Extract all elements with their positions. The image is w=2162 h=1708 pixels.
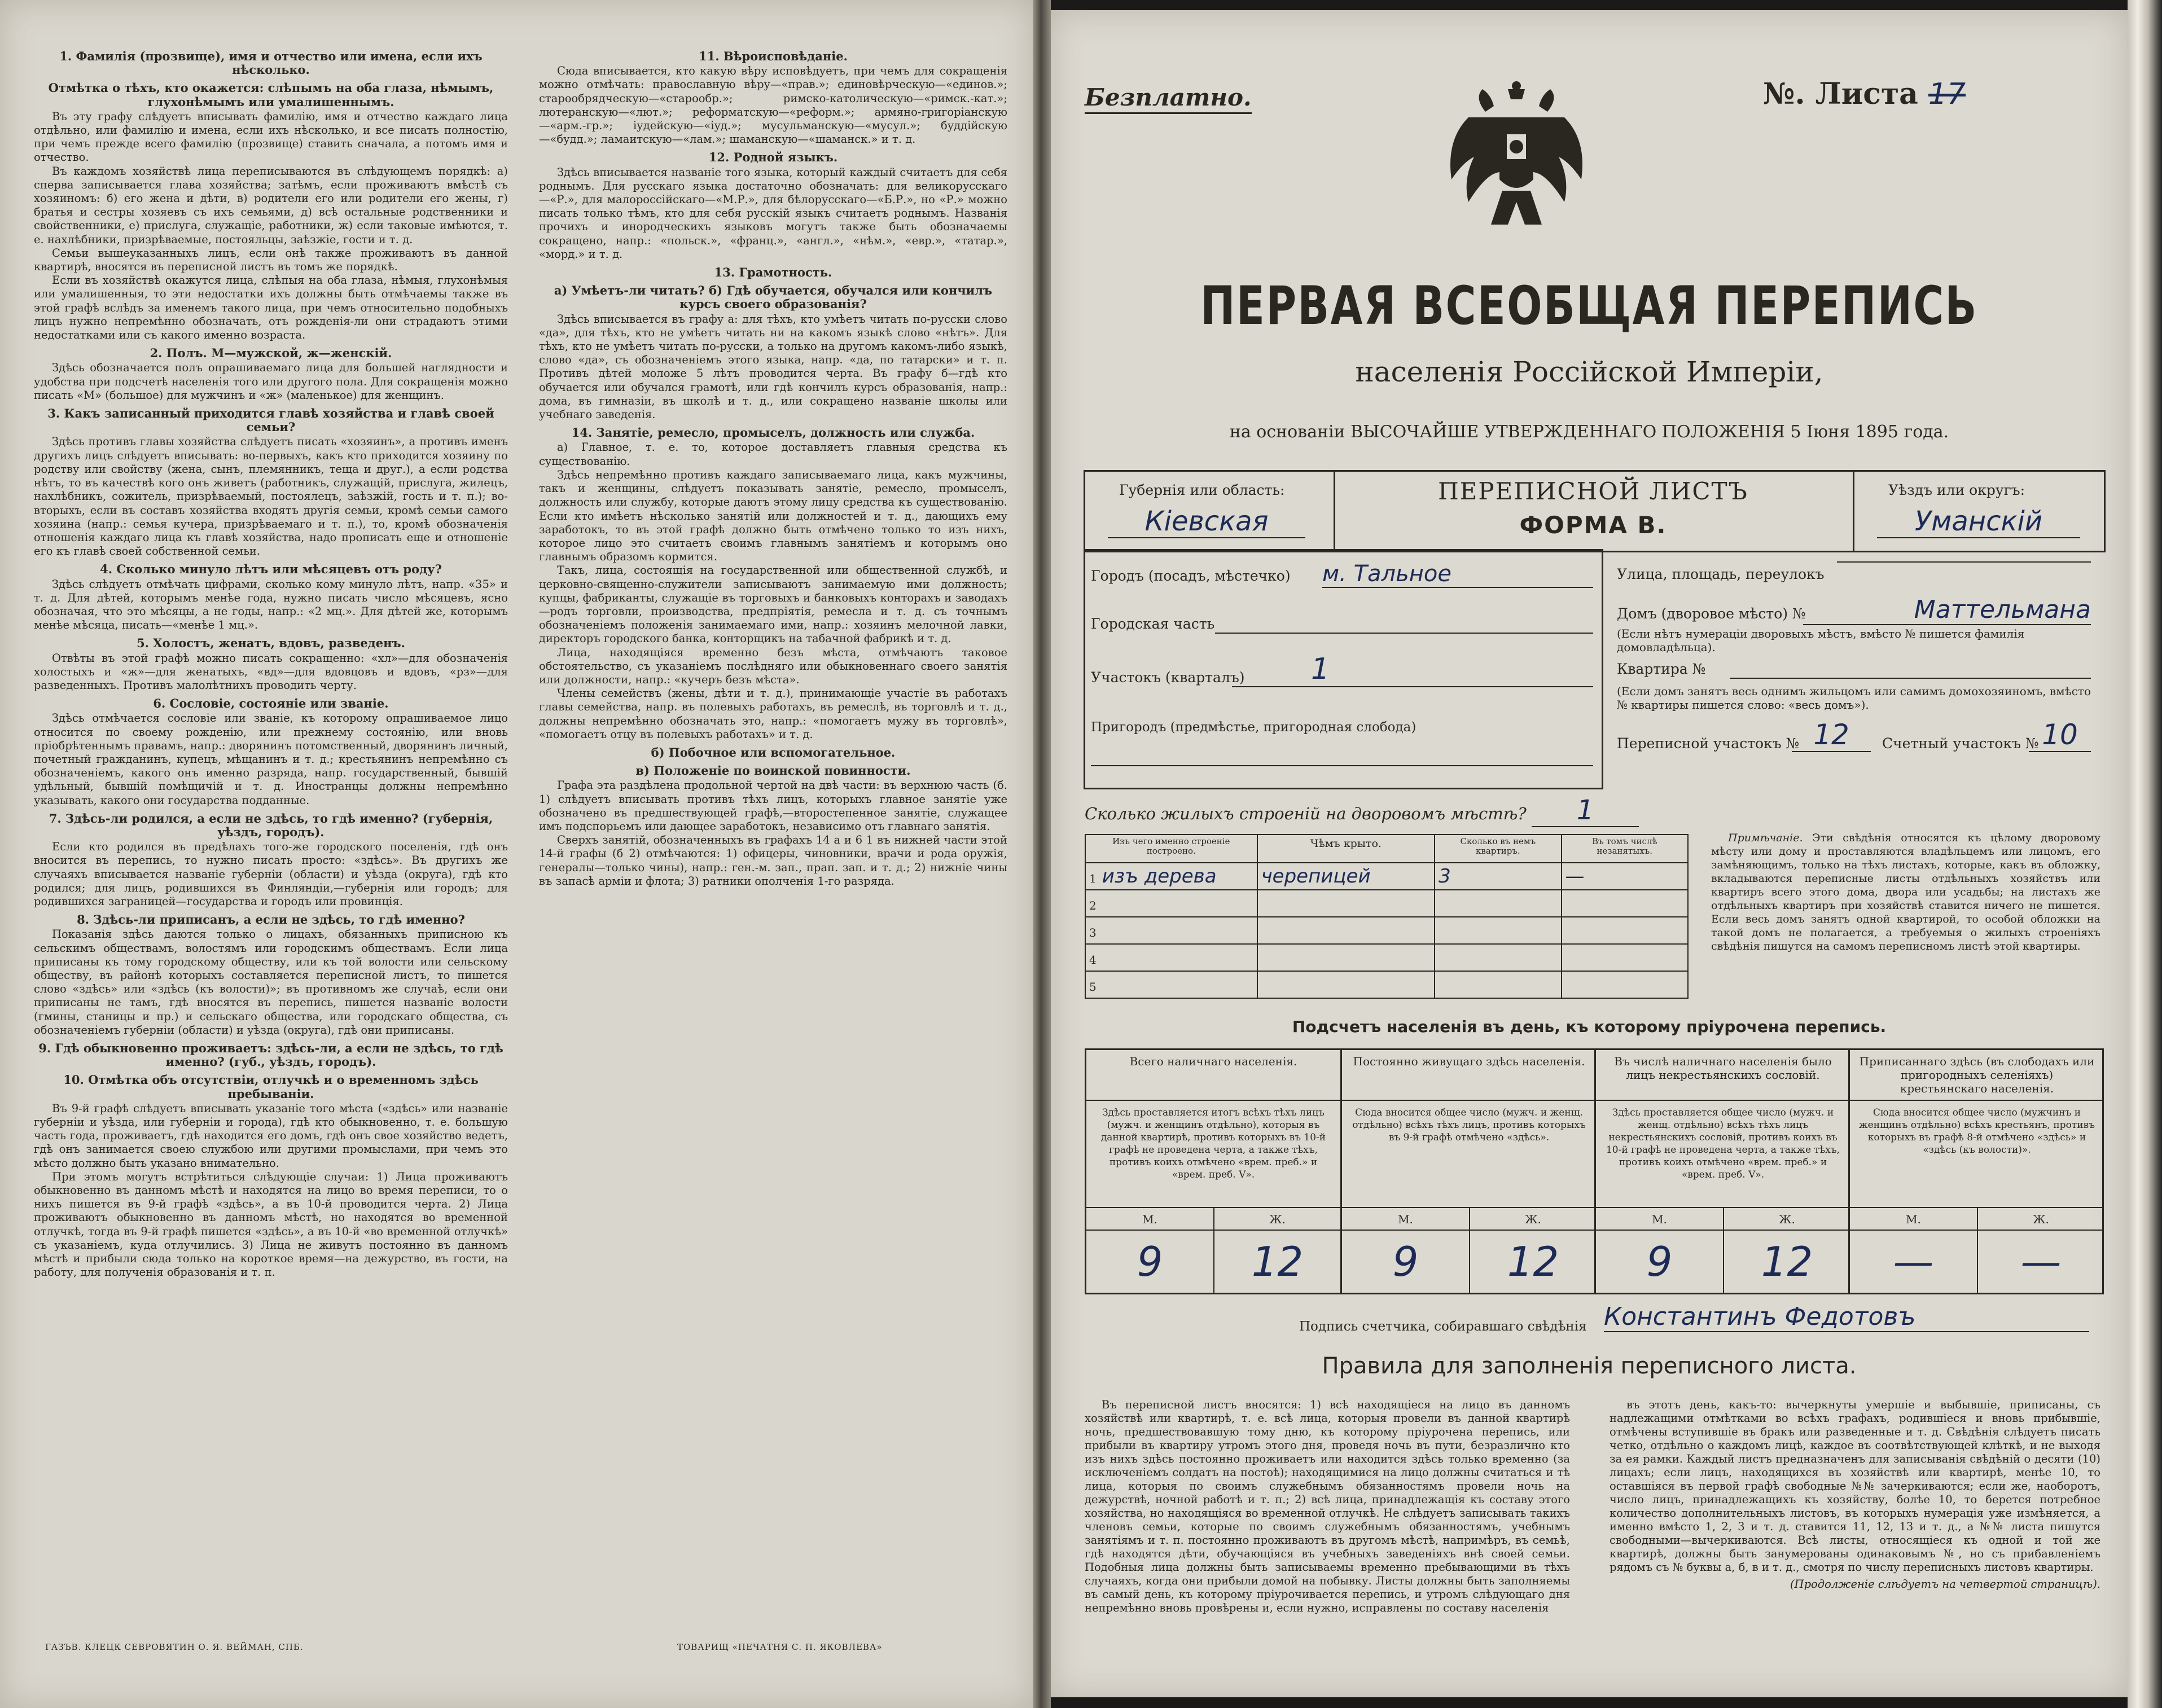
signature-row — [1299, 1319, 1587, 1334]
buildings-note-text: Эти свѣдѣнія относятся къ цѣлому дворовому мѣсту или дому и проставляются владѣльцемъ или лицомъ, его замѣняющимъ, только на тѣхъ листахъ, которые, какъ въ обложку, вкладываются переписные листы отдѣльныхъ хозяйствъ или квартиръ всего этого дома, двора или усадьбы; на листахъ же отдѣльныхъ квартиръ при хозяйствѣ ставится ничего не пишется. Если весь домъ занятъ одной квартирой, то особой обложки на такой домъ не полагается, а требуемыя о жилыхъ строеніяхъ свѣдѣнія пишутся на самомъ переписномъ листѣ этой квартиры. — [1711, 832, 2101, 952]
location-box — [1084, 549, 1603, 789]
left-col2-paragraph: Здѣсь вписывается въ графу а: для тѣхъ, кто умѣетъ читать по-русски слово «да», для тѣхъ, кто не умѣетъ читать ни на какомъ языкѣ слово «нѣтъ». Для тѣхъ, кто не умѣетъ читать по-русски, а только на другомъ какомъ-либо языкѣ, слово «да», съ обозначеніемъ этого языка, напр. «да, по татарски» и т. п. Противъ дѣтей моложе 5 лѣтъ проводится черта. Въ графу б—гдѣ кто обучается или обучался грамотѣ, или гдѣ кончилъ курсъ образованія, напр.: дома, въ гимназіи, въ школѣ и т. д., или сокращено названіе школы или учебнаго заведенія. — [539, 312, 1007, 421]
totals-column-header: Въ числѣ наличнаго населенія было лицъ некрестьянскихъ сословій. — [1596, 1050, 1850, 1101]
totals-sex-label: М. — [1596, 1208, 1723, 1231]
buildings-row-number: 3 — [1089, 926, 1097, 939]
buildings-cell-roof — [1257, 944, 1435, 971]
buildings-note-label: Примѣчаніе. — [1728, 832, 1803, 844]
totals-column-description: Здѣсь проставляется общее число (мужч. и женщ. отдѣльно) всѣхъ тѣхъ лицъ некрестьянскихъ сословій, противъ коихъ въ 10-й графѣ не проведена черта, а также тѣхъ, противъ коихъ отмѣчено «врем. преб.» и «врем. преб. V». — [1596, 1101, 1850, 1208]
buildings-cell-material — [1085, 971, 1257, 998]
totals-sex-label: Ж. — [1469, 1208, 1596, 1231]
left-col1-heading: 8. Здѣсь-ли приписанъ, а если не здѣсь, то гдѣ именно? — [77, 912, 465, 927]
left-col1-paragraph: При этомъ могутъ встрѣтиться слѣдующіе случаи: 1) Лица проживаютъ обыкновенно въ данномъ мѣстѣ и находятся на лицо во время переписи, то о нихъ пишется въ 9-й графѣ «здѣсь», а въ 10-й проводится черта. 2) Лица проживаютъ обыкновенно въ данномъ мѣстѣ, но находятся во временной отлучкѣ, тогда въ 9-й графѣ пишется «здѣсь», а въ 10-й «во временной отлучкѣ» съ указаніемъ, куда отлучились. 3) Лица не живутъ постоянно въ данномъ мѣстѣ и прибыли сюда только на короткое время—на дежурство, въ гости, на работу, для полученія образованія и т. п. — [34, 1170, 508, 1279]
buildings-cell-roof — [1257, 890, 1435, 917]
totals-column-header: Постоянно живущаго здѣсь населенія. — [1342, 1050, 1596, 1101]
totals-sex-value: 9 — [1646, 1238, 1673, 1285]
flat-note: (Если домъ занятъ весь однимъ жильцомъ или самимъ домохозяиномъ, вмѣсто № квартиры пишется слово: «весь домъ»). — [1617, 684, 2091, 712]
province-label: Губернія или область: — [1119, 482, 1285, 498]
totals-sex-label: Ж. — [1213, 1208, 1340, 1231]
left-col2-paragraph: а) Главное, т. е. то, которое доставляетъ главныя средства къ существованію. — [539, 441, 1007, 468]
left-instructions-column-2 — [539, 45, 1007, 888]
totals-column — [1594, 1050, 1848, 1293]
stacked-sheets-edge — [2128, 0, 2162, 1708]
census-section-label: Переписной участокъ № — [1617, 735, 1800, 752]
sheet-number-label: №. Листа — [1763, 77, 1918, 111]
buildings-cell-vacant — [1562, 917, 1688, 944]
totals-sex-value: 9 — [1392, 1238, 1419, 1285]
buildings-cell-vacant — [1562, 863, 1688, 890]
counting-section-value: 10 — [2029, 718, 2091, 752]
left-col1-heading: 5. Холостъ, женатъ, вдовъ, разведенъ. — [137, 636, 405, 651]
flat-label: Квартира № — [1617, 661, 1706, 677]
double-headed-eagle-emblem — [1446, 78, 1587, 242]
buildings-row — [1085, 917, 1688, 944]
buildings-row — [1085, 944, 1688, 971]
left-page-instructions — [0, 0, 1033, 1708]
page-fold — [1033, 0, 1051, 1708]
town-part-label: Городская часть — [1091, 616, 1215, 632]
town-label: Городъ (посадъ, мѣстечко) — [1091, 568, 1291, 584]
buildings-cell-flats — [1435, 890, 1561, 917]
left-col1-heading: 1. Фамилія (прозвище), имя и отчество или имена, если ихъ нѣсколько. — [59, 49, 483, 77]
left-col1-paragraph: Здѣсь отмѣчается сословіе или званіе, къ которому опрашиваемое лицо относится по своему рожденію, или прежнему состоянію, или вновь пріобрѣтеннымъ правамъ, напр.: дворянинъ потомственный, дворянинъ личный, почетный гражданинъ, купецъ, мѣщанинъ и т. д.; крестьянинъ непремѣнно съ обозначеніемъ, какого онъ именно разряда, напр. государственный, бывшій удѣльный, бывшій помѣщичій и т. д. Иностранцы должны непремѣнно указывать, какого они государства подданные. — [34, 712, 508, 807]
left-col1-paragraph: Если кто родился въ предѣлахъ того-же городского поселенія, гдѣ онъ вносится въ перепись, то нужно писать просто: «здѣсь». Въ другихъ же случаяхъ вписывается названіе губерніи (области) и уѣзда (округа), гдѣ кто родился; для лицъ, родившихся въ Финляндіи,—губернія или городъ; для родившихся заграницей—государства и городъ или провинція. — [34, 840, 508, 908]
rules-continued: (Продолженіе слѣдуетъ на четвертой страницѣ). — [1790, 1578, 2100, 1591]
left-col2-heading: 14. Занятіе, ремесло, промыселъ, должность или служба. — [571, 425, 975, 440]
left-col1-paragraph: Здѣсь обозначается полъ опрашиваемаго лица для большей наглядности и удобства при подсчетѣ населенія того или другого пола. Для сокращенія можно писать «М» (большое) для мужчинъ и «ж» (маленькое) для женщинъ. — [34, 361, 508, 402]
buildings-cell-roof — [1257, 863, 1435, 890]
totals-table — [1085, 1048, 2104, 1294]
buildings-value: 1 — [1532, 794, 1639, 827]
buildings-cell-flats — [1435, 971, 1561, 998]
buildings-cell-material — [1085, 863, 1257, 890]
totals-sex-value: 12 — [1723, 1231, 1850, 1293]
left-instructions-column-1 — [34, 45, 508, 1279]
left-col1-heading: 4. Сколько минуло лѣтъ или мѣсяцевъ отъ роду? — [100, 562, 442, 577]
suburb-value — [1091, 765, 1593, 766]
left-col1-heading: 2. Полъ. М—мужской, ж—женскій. — [150, 346, 392, 361]
left-col1-paragraph: Семьи вышеуказанныхъ лицъ, если онѣ также проживаютъ въ данной квартирѣ, вносятся въ переписной листъ въ томъ же порядкѣ. — [34, 246, 508, 274]
left-col2-paragraph: Сюда вписывается, кто какую вѣру исповѣдуетъ, при чемъ для сокращенія можно отмѣчать: православную вѣру—«прав.»; единовѣрческую—«единов.»; старообрядческую—«старообр.»; римско-католическую—«римск.-кат.»; лютеранскую—«лют.»; реформатскую—«реформ.»; армяно-григоріанскую—«арм.-гр.»; іудейскую—«іуд.»; мусульманскую—«мусул.»; буддійскую—«будд.»; ламаитскую—«лам.»; шаманскую—«шаманск.» и т. д. — [539, 64, 1007, 146]
form-title: ПЕРЕПИСНОЙ ЛИСТЪ — [1438, 477, 1748, 505]
totals-column — [1086, 1050, 1340, 1293]
street-label: Улица, площадь, переулокъ — [1617, 566, 1825, 582]
buildings-cell-material — [1085, 944, 1257, 971]
left-col2-paragraph: Лица, находящіяся временно безъ мѣста, отмѣчаютъ таковое обстоятельство, съ указаніемъ послѣдняго или обыкновеннаго своего занятія или должности, напр.: «кучеръ безъ мѣста». — [539, 646, 1007, 686]
buildings-row-number: 4 — [1089, 953, 1097, 967]
buildings-col-material: Изъ чего именно строеніе построено. — [1085, 835, 1257, 863]
buildings-row — [1085, 971, 1688, 998]
census-title: ПЕРВАЯ ВСЕОБЩАЯ ПЕРЕПИСЬ — [1200, 275, 1978, 337]
buildings-cell-material — [1085, 890, 1257, 917]
totals-heading: Подсчетъ населенія въ день, къ которому пріурочена перепись. — [1292, 1017, 1887, 1036]
signature-value: Константинъ Федотовъ — [1604, 1302, 2089, 1332]
left-col1-paragraph: Въ 9-й графѣ слѣдуетъ вписывать указаніе того мѣста («здѣсь» или названіе губерніи и уѣзда, или губерніи и города), гдѣ кто обыкновенно, т. е. большую часть года, проживаетъ, гдѣ находится его домъ, гдѣ онъ свое хозяйство ведетъ, гдѣ онъ занимается своею службою или другими промыслами, при чемъ это мѣсто должно быть указано внимательно. — [34, 1101, 508, 1170]
left-col2-heading: б) Побочное или вспомогательное. — [651, 745, 896, 759]
buildings-cell-material — [1085, 917, 1257, 944]
right-page-census-form — [1051, 10, 2128, 1697]
left-col1-paragraph: Здѣсь слѣдуетъ отмѣчать цифрами, сколько кому минуло лѣтъ, напр. «35» и т. д. Для дѣтей, которымъ менѣе года, нужно писать число мѣсяцевъ, ясно обозначая, что это мѣсяцы, а не годы, напр.: «2 мц.». Для дѣтей же, которымъ менѣе мѣсяца, писать—«менѣе 1 мц.». — [34, 577, 508, 632]
buildings-col-roof: Чѣмъ крыто. — [1257, 835, 1435, 863]
buildings-row-number: 5 — [1089, 980, 1097, 994]
buildings-cell-value: изъ дерева — [1102, 865, 1217, 888]
left-col2-heading: 11. Вѣроисповѣданіе. — [699, 49, 848, 63]
house-label: Домъ (дворовое мѣсто) № — [1617, 605, 1806, 622]
left-col1-heading: Отмѣтка о тѣхъ, кто окажется: слѣпымъ на оба глаза, нѣмымъ, глухонѣмымъ или умалишеннымъ. — [48, 81, 494, 109]
totals-sex-value: 12 — [1469, 1231, 1596, 1293]
buildings-cell-vacant — [1562, 890, 1688, 917]
buildings-cell-value: черепицей — [1261, 865, 1371, 888]
rules-paragraph-2: въ этотъ день, какъ-то: вычеркнуты умершіе и выбывшіе, приписаны, съ надлежащими отмѣтками во всѣхъ графахъ, родившіеся и вновь прибывшіе, отмѣчены вступившіе въ бракъ или разведенные и т. д. Свѣдѣнія слѣдуетъ писать четко, отдѣльно о каждомъ лицѣ, каждое въ соотвѣтствующей клѣткѣ, и не выходя за ея рамки. Каждый листъ предназначенъ для записыванія свѣдѣній о десяти (10) лицахъ; если лицъ, находящихся въ хозяйствѣ или квартирѣ, менѣе 10, то оставшіяся въ первой графѣ свободные №№ зачеркиваются; если же, наоборотъ, число лицъ, принадлежащихъ къ хозяйству, болѣе 10, то берется потребное количество дополнительныхъ листовъ, въ которыхъ нумерація уже измѣняется, а именно вмѣсто 1, 2, 3 и т. д. ставится 11, 12, 13 и т. д., а №№ листа пишутся свободными—вычеркиваются. Всѣ листы, относящіеся къ одной и той же квартирѣ, должны быть занумерованы одинаковымъ №, но съ прибавленіемъ рядомъ съ № буквы а, б, в и т. д., смотря по числу переписныхъ листовъ квартиры. — [1610, 1398, 2100, 1574]
left-col1-paragraph: Отвѣты въ этой графѣ можно писать сокращенно: «хл»—для обозначенія холостыхъ и «ж»—для женатыхъ, «вд»—для вдовцовъ и вдовъ, «рз»—для разведенныхъ. Противъ малолѣтнихъ проводить черту. — [34, 651, 508, 692]
buildings-cell-vacant — [1562, 971, 1688, 998]
province-cell — [1085, 472, 1335, 551]
totals-sex-label: Ж. — [1977, 1208, 2104, 1231]
totals-sex-label: М. — [1850, 1208, 1977, 1231]
left-col2-heading: 12. Родной языкъ. — [708, 150, 838, 165]
street-value — [1837, 561, 2091, 563]
totals-sex-value: 12 — [1213, 1231, 1340, 1293]
left-col2-heading: а) Умѣетъ-ли читать? б) Гдѣ обучается, обучался или кончилъ курсъ своего образованія? — [554, 283, 993, 311]
buildings-note — [1711, 831, 2100, 953]
province-value: Кіевская — [1108, 506, 1305, 538]
district-value: Уманскій — [1877, 506, 2080, 538]
flat-value — [1730, 678, 2091, 679]
totals-column — [1848, 1050, 2102, 1293]
totals-column-header: Всего наличнаго населенія. — [1086, 1050, 1340, 1101]
house-value: Маттельмана — [1803, 595, 2091, 625]
free-label: Безплатно. — [1085, 84, 1252, 114]
section-value: 1 — [1232, 652, 1593, 687]
buildings-col-flats: Сколько въ немъ квартиръ. — [1435, 835, 1561, 863]
totals-sex-value: — — [1893, 1238, 1934, 1285]
district-cell — [1853, 472, 2106, 551]
left-col2-heading: в) Положеніе по воинской повинности. — [635, 763, 911, 778]
buildings-question-text: Сколько жилыхъ строеній на дворовомъ мѣстѣ? — [1085, 804, 1527, 823]
section-label: Участокъ (кварталъ) — [1091, 669, 1245, 686]
left-col1-heading: 10. Отмѣтка объ отсутствіи, отлучкѣ и о временномъ здѣсь пребываніи. — [63, 1073, 479, 1101]
totals-column-header: Приписаннаго здѣсь (въ слободахъ или пригородныхъ селеніяхъ) крестьянскаго населенія. — [1850, 1050, 2104, 1101]
totals-column-description: Здѣсь проставляется итогъ всѣхъ тѣхъ лицъ (мужч. и женщинъ отдѣльно), которыя въ данной квартирѣ, противъ которыхъ въ 10-й графѣ не проведена черта, а также тѣхъ, противъ коихъ отмѣчено «врем. преб.» и «врем. преб. V». — [1086, 1101, 1340, 1208]
buildings-cell-flats — [1435, 917, 1561, 944]
buildings-cell-roof — [1257, 917, 1435, 944]
form-title-cell — [1334, 472, 1853, 551]
address-box — [1600, 549, 2102, 786]
buildings-table-body — [1085, 863, 1688, 998]
buildings-cell-vacant — [1562, 944, 1688, 971]
buildings-table — [1085, 834, 1689, 999]
left-col1-heading: 3. Какъ записанный приходится главѣ хозяйства и главѣ своей семьи? — [47, 406, 494, 434]
house-note: (Если нѣтъ нумераціи дворовыхъ мѣстъ, вмѣсто № пишется фамилія домовладѣльца). — [1617, 627, 2025, 654]
town-value: м. Тальное — [1322, 561, 1593, 588]
census-subtitle: населенія Россійской Имперіи, — [1355, 355, 1823, 388]
buildings-cell-flats — [1435, 944, 1561, 971]
left-col2-paragraph: Здѣсь непремѣнно противъ каждаго записываемаго лица, какъ мужчины, такъ и женщины, слѣдуетъ показывать занятіе, ремесло, промыселъ, должность или службу, которые даютъ этому лицу средства къ существованію. Если кто имѣетъ нѣсколько занятій или должностей и т. д., дающихъ ему заработокъ, то въ этой графѣ должно быть отмѣчено только то изъ нихъ, которое лицо это считаетъ своимъ главнымъ занятіемъ и которымъ оно главнымъ образомъ кормится. — [539, 468, 1007, 564]
buildings-question — [1085, 794, 1639, 827]
buildings-cell-flats — [1435, 863, 1561, 890]
rules-paragraph-1: Въ переписной листъ вносятся: 1) всѣ находящіеся на лицо въ данномъ хозяйствѣ или квартирѣ, т. е. всѣ лица, которыя провели въ данной квартирѣ ночь, предшествовавшую тому дню, къ которому пріурочена перепись, или прибыли въ квартиру утромъ этого дня, проведя ночь въ пути, безразлично кто изъ нихъ здѣсь постоянно проживаетъ или находится здѣсь только временно (за исключеніемъ солдатъ на постоѣ); находящимися на лицо должны считаться и тѣ лица, которыя по своимъ служебнымъ обязанностямъ провели ночь на дежурствѣ, ночной работѣ и т. п.; 2) всѣ лица, принадлежащія къ составу этого хозяйства, но находящіяся во временной отлучкѣ. Не слѣдуетъ записывать такихъ членовъ семьи, которые по своимъ служебнымъ обязанностямъ, учебнымъ занятіямъ и т. п. постоянно проживаютъ въ другомъ мѣстѣ, напримѣръ, въ семьѣ, гдѣ находятся дѣти, обучающіяся въ учебныхъ заведеніяхъ внѣ своей семьи. Подобныя лица должны быть записываемы временно пребывающими въ тѣхъ случаяхъ, когда они прибыли домой на побывку. Листы должны быть заполняемы въ самый день, къ которому пріурочивается перепись, и утромъ слѣдующаго дня непремѣнно вновь провѣрены и, если нужно, исправлены по составу населенія — [1085, 1398, 1570, 1614]
form-header-box — [1084, 470, 2106, 552]
suburb-label: Пригородъ (предмѣстье, пригородная слобода) — [1091, 720, 1417, 735]
left-col1-paragraph: Если въ хозяйствѣ окажутся лица, слѣпыя на оба глаза, нѣмыя, глухонѣмыя или умалишенныя, то эти недостатки ихъ должны быть отмѣчаемы также въ этой графѣ вслѣдъ за именемъ такого лица, при чемъ относительно подобныхъ лицъ нужно непремѣнно обозначать, отъ рожденія-ли они страдаютъ этими недостатками или съ какого именно возраста. — [34, 274, 508, 342]
left-col1-heading: 7. Здѣсь-ли родился, а если не здѣсь, то гдѣ именно? (губернія, уѣздъ, городъ). — [49, 811, 493, 839]
rules-heading: Правила для заполненія переписного листа. — [1322, 1353, 1857, 1379]
buildings-cell-roof — [1257, 971, 1435, 998]
left-col2-paragraph: Члены семействъ (жены, дѣти и т. д.), принимающіе участіе въ работахъ главы семейства, напр. въ полевыхъ работахъ, въ ремеслѣ, въ торговлѣ и т. д., должны непремѣнно обозначать это, напр.: «помогаетъ мужу въ торговлѣ», «помогаетъ отцу въ полевыхъ работахъ» и т. д. — [539, 687, 1007, 741]
totals-column-description: Сюда вносится общее число (мужч. и женщ. отдѣльно) всѣхъ тѣхъ лицъ, противъ которыхъ въ 9-й графѣ отмѣчено «здѣсь». — [1342, 1101, 1596, 1208]
sheet-number-value: 17 — [1928, 77, 1966, 111]
buildings-row-number: 1 — [1089, 872, 1097, 885]
left-col1-paragraph: Здѣсь противъ главы хозяйства слѣдуетъ писать «хозяинъ», а противъ именъ другихъ лицъ слѣдуетъ вписывать: во-первыхъ, какъ кто приходится хозяину по родству или свойству (жена, сынъ, племянникъ, теща и друг.), а если родства нѣтъ, то въ качествѣ кого онъ живетъ (работникъ, служащій, прислуга, жилецъ, нахлѣбникъ, сожитель, призрѣваемый, постоялецъ, заѣзжій, гость и т. п.); во-вторыхъ, если въ составъ хозяйства входятъ другія семьи, кромѣ семьи самого хозяина (напр.: семья кучера, призрѣваемаго и т. п.), то, кромѣ обозначенія отношенія каждаго лица къ главѣ хозяйства, надо прописать еще и отношеніе его къ главѣ своей собственной семьи. — [34, 435, 508, 558]
totals-sex-label: Ж. — [1723, 1208, 1850, 1231]
left-col1-heading: 9. Гдѣ обыкновенно проживаетъ: здѣсь-ли, а если не здѣсь, то гдѣ именно? (губ., уѣздъ, городъ). — [38, 1041, 503, 1069]
left-col1-paragraph: Въ эту графу слѣдуетъ вписывать фамилію, имя и отчество каждаго лица отдѣльно, или фамилію и имена, если ихъ нѣсколько, и все писать полностію, при чемъ прежде всего фамилію (прозвище) ставить сначала, а потомъ имя и отчество. — [34, 109, 508, 164]
totals-sex-value: — — [1977, 1231, 2104, 1293]
left-col2-paragraph: Такъ, лица, состоящія на государственной или общественной службѣ, и церковно-священно-служители записываютъ занимаемую ими должность; купцы, фабриканты, служащіе въ торговыхъ и банковыхъ конторахъ и заводахъ—родъ торговли, производства, предпріятія, ремесла и т. д. съ точнымъ обозначеніемъ положенія занимаемаго ими, напр.: хозяинъ мелочной лавки, директоръ городского банка, конторщикъ на табачной фабрикѣ и т. д. — [539, 564, 1007, 646]
totals-column-description: Сюда вносится общее число (мужчинъ и женщинъ отдѣльно) всѣхъ крестьянъ, противъ которыхъ въ графѣ 8-й отмѣчено «здѣсь» и «здѣсь (къ волости)». — [1850, 1101, 2104, 1208]
left-col1-paragraph: Въ каждомъ хозяйствѣ лица переписываются въ слѣдующемъ порядкѣ: а) сперва записывается глава хозяйства; затѣмъ, если проживаютъ вмѣстѣ съ хозяиномъ: б) его жена и дѣти, в) родители его или родители его жены, г) братья и сестры хозяевъ съ ихъ семьями, д) всѣ остальные родственники и свойственники, е) прислуга, служащіе, работники, ж) если таковые имѣются, т. е. нахлѣбники, призрѣваемые, постояльцы, заѣзжіе, гости и т. д. — [34, 164, 508, 246]
sheet-number — [1763, 77, 1966, 111]
buildings-cell-value: — — [1565, 865, 1585, 888]
left-col2-paragraph: Сверхъ занятій, обозначенныхъ въ графахъ 14 а и 6 1 въ нижней части этой 14-й графы (б 2) отмѣчаются: 1) офицеры, чиновники, врачи и рода оружія, генералы—только чины), напр.: ген.-м. зап., прап. зап. и т. д.; 2) нижніе чины въ запасѣ арміи и флота; 3) ратники ополченія 1-го разряда. — [539, 833, 1007, 888]
printer-imprint-right: ТОВАРИЩ «ПЕЧАТНЯ С. П. ЯКОВЛЕВА» — [677, 1642, 883, 1652]
totals-sex-label: М. — [1342, 1208, 1469, 1231]
left-col1-heading: 6. Сословіе, состояніе или званіе. — [153, 696, 389, 711]
census-legal-basis: на основаніи ВЫСОЧАЙШЕ УТВЕРЖДЕННАГО ПОЛОЖЕНІЯ 5 Іюня 1895 года. — [1229, 422, 1949, 442]
totals-column — [1340, 1050, 1594, 1293]
buildings-col-vacant: Въ томъ числѣ незанятыхъ. — [1562, 835, 1688, 863]
totals-sex-label: М. — [1086, 1208, 1213, 1231]
rules-column-1 — [1085, 1398, 1570, 1615]
left-col2-paragraph: Здѣсь вписывается названіе того языка, который каждый считаетъ для себя роднымъ. Для русскаго языка достаточно обозначать: для великорусскаго—«Р.», для малороссійскаго—«М.Р.», для бѣлорусскаго—«Б.Р.», но «Р.» можно писать только тѣмъ, кто для себя русскій языкъ считаетъ роднымъ. Названія прочихъ и инородческихъ языковъ могутъ также быть обозначаемы сокращено, напр.: «польск.», «франц.», «англ.», «нѣм.», «евр.», «татар.», «морд.» и т. д. — [539, 165, 1007, 261]
counting-section-label: Счетный участокъ № — [1882, 735, 2039, 752]
rules-column-2 — [1610, 1398, 2100, 1591]
totals-sex-value: 9 — [1137, 1238, 1163, 1285]
form-letter: ФОРМА В. — [1519, 511, 1667, 539]
district-label: Уѣздъ или округъ: — [1888, 482, 2025, 498]
buildings-cell-value: 3 — [1439, 865, 1451, 888]
left-col1-paragraph: Показанія здѣсь даются только о лицахъ, обязанныхъ приписною къ сельскимъ обществамъ, волостямъ или городскимъ обществамъ. Если лица приписаны къ тому городскому обществу, или къ той волости или сельскому обществу, въ районѣ которыхъ составляется переписной листъ, то пишется слово «здѣсь» или «здѣсь (къ волости)»; въ противномъ же случаѣ, если они приписаны не тамъ, гдѣ вносятся въ перепись, пишется названіе волости (гмины, станицы и пр.) и сельскаго общества, или городскаго общества, съ обозначеніемъ губерніи (области) и уѣзда (округа), гдѣ они приписаны. — [34, 928, 508, 1037]
printer-imprint-left: ГАЗЪВ. КЛЕЦК СЕВРОВЯТИН О. Я. ВЕЙМАН, СПБ. — [45, 1642, 304, 1652]
signature-label: Подпись счетчика, собиравшаго свѣдѣнія — [1299, 1319, 1587, 1334]
town-part-value — [1215, 633, 1593, 634]
left-col2-paragraph: Графа эта раздѣлена продольной чертой на двѣ части: въ верхнюю часть (б. 1) слѣдуетъ вписывать противъ тѣхъ лицъ, которыхъ главное занятіе уже обозначено въ предшествующей графѣ,—второстепенное занятіе, служащее имъ подспорьемъ или дающее заработокъ, независимо отъ главнаго занятія. — [539, 779, 1007, 833]
buildings-row — [1085, 890, 1688, 917]
left-col2-heading: 13. Грамотность. — [714, 265, 832, 280]
buildings-row — [1085, 863, 1688, 890]
buildings-row-number: 2 — [1089, 899, 1097, 912]
census-section-value: 12 — [1792, 718, 1871, 752]
